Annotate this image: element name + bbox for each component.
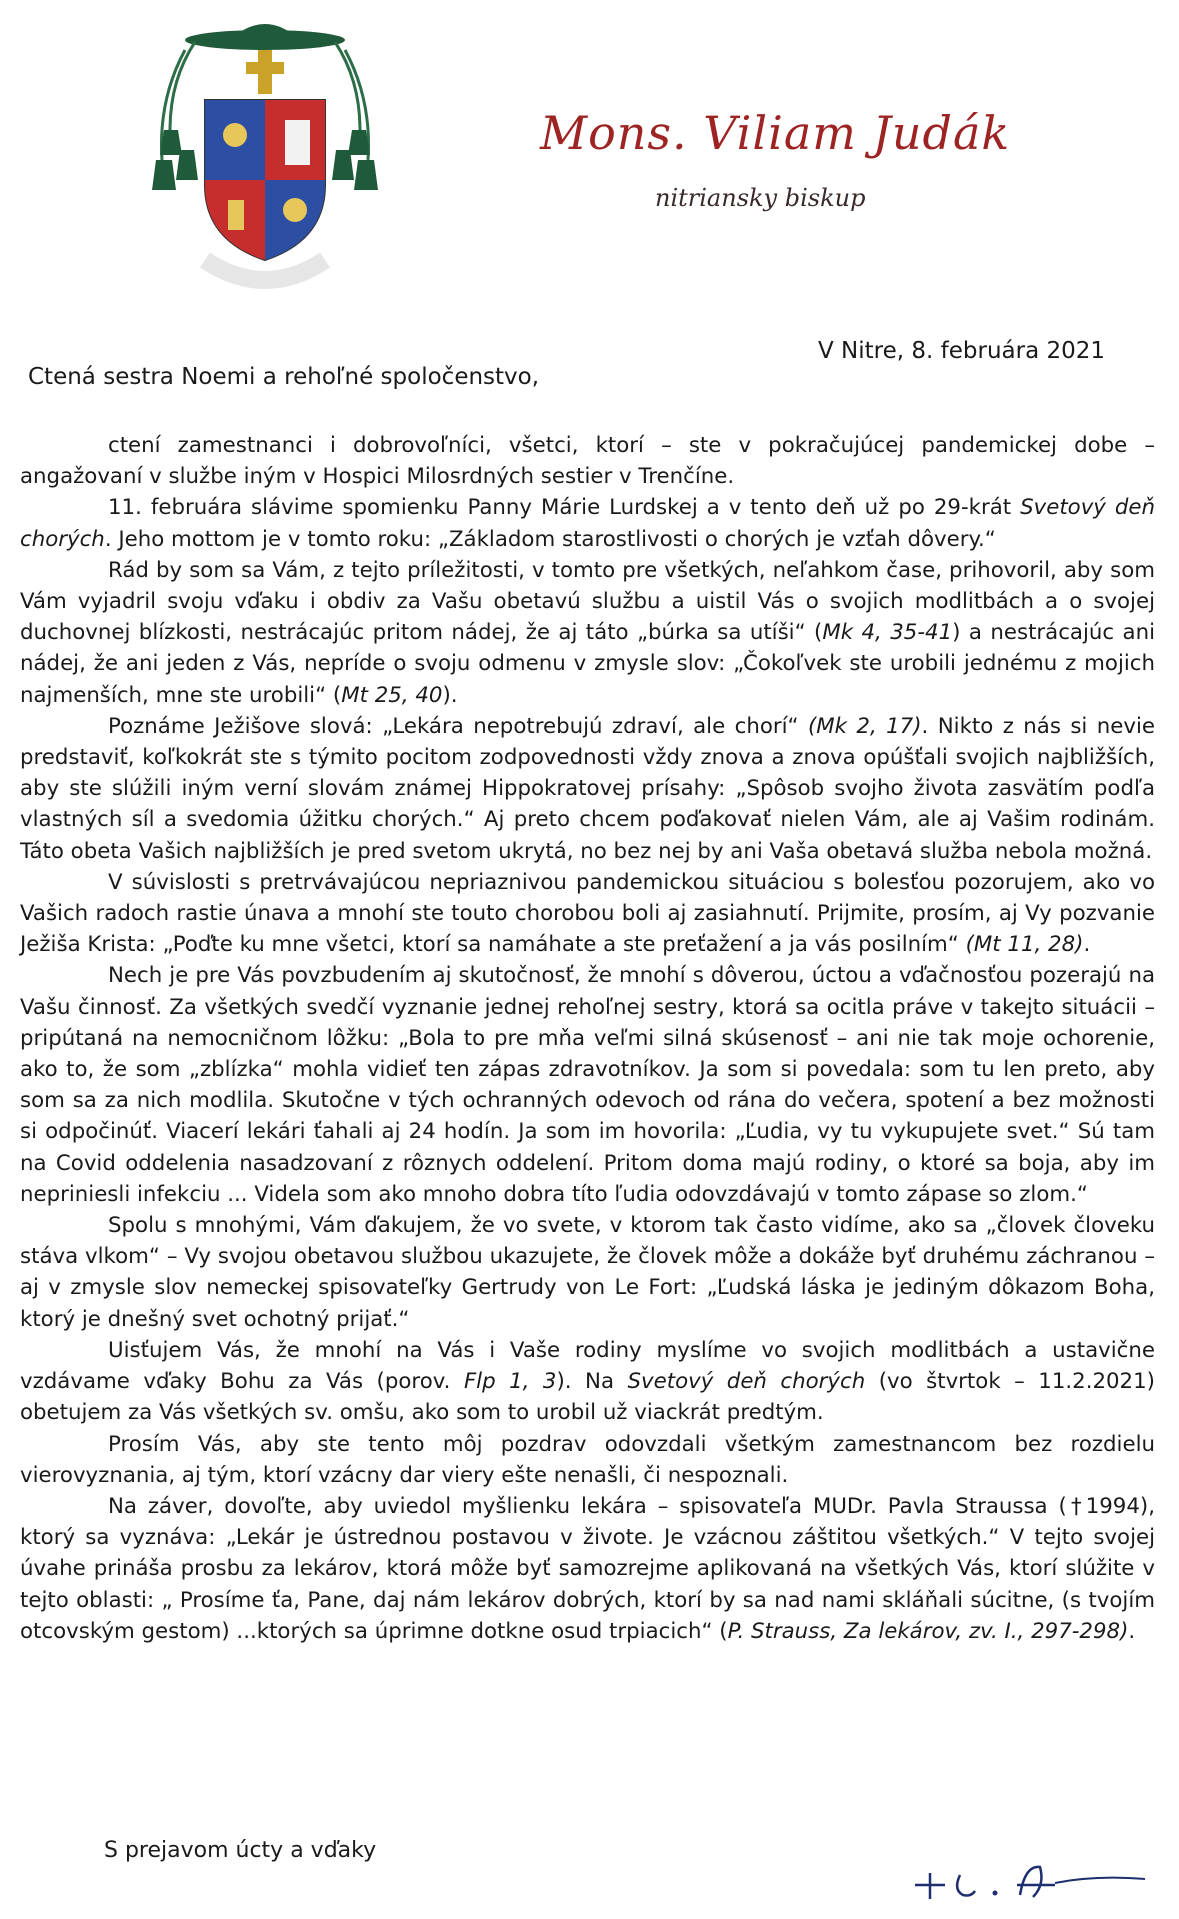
signature <box>905 1855 1155 1910</box>
paragraph-text: Uisťujem Vás, že mnohí na Vás i Vaše rodiny myslíme vo svojich modlitbách a ustavične vzdávame vďaky Bohu za Vás (porov. <box>20 1337 1155 1395</box>
paragraph-text: ). Na <box>556 1369 628 1395</box>
handwritten-signature-icon <box>905 1855 1155 1910</box>
paragraph-text: . <box>1083 932 1091 958</box>
letter-paragraph <box>20 492 1155 554</box>
letter-paragraph <box>20 867 1155 961</box>
letter-paragraph <box>20 555 1155 711</box>
paragraph-text: 11. februára slávime spomienku Panny Márie Lurdskej a v tento deň už po 29-krát <box>108 495 1021 521</box>
paragraph-text: ctení zamestnanci i dobrovoľníci, všetci, ktorí – ste v pokračujúcej pandemickej dobe – angažovaní v službe iným v Hospici Milosrdných sestier v Trenčíne. <box>20 433 1155 490</box>
paragraph-text: . <box>1128 1618 1136 1644</box>
italic-reference: (Mk 2, 17) <box>807 713 922 739</box>
paragraph-text: . Jeho mottom je v tomto roku: „Základom starostlivosti o chorých je vzťah dôvery.“ <box>104 526 996 552</box>
author-title: nitriansky biskup <box>655 184 866 212</box>
italic-reference: Flp 1, 3 <box>463 1369 557 1395</box>
italic-reference: Mt 25, 40 <box>341 682 443 708</box>
salutation: Ctená sestra Noemi a rehoľné spoločenstvo, <box>28 364 540 390</box>
letter-paragraph <box>20 1491 1155 1647</box>
italic-reference: Svetový deň chorých <box>627 1369 866 1395</box>
italic-reference: Mk 4, 35-41 <box>822 620 953 646</box>
letter-paragraph <box>20 1429 1155 1491</box>
letter-paragraph <box>20 1210 1155 1335</box>
paragraph-text: (vo štvrtok – 11.2.2021) obetujem za Vás všetkých sv. omšu, ako som to urobil už viackrát predtým. <box>20 1369 1155 1426</box>
closing-line: S prejavom úcty a vďaky <box>104 1838 377 1863</box>
paragraph-text: . Nikto z nás si nevie predstaviť, koľkokrát ste s týmito pocitom zodpovednosti vždy znova a znova opúšťali svojich najbližších, aby ste slúžili iným verní slovám známej Hippokratovej prísahy: „Spôsob svojho života zasvätím podľa vlastných síl a svedomia úžitku chorých.“ Aj preto chcem poďakovať nielen Vám, ale aj Vašim rodinám. Táto obeta Vašich najbližších je pred svetom ukrytá, no bez nej by ani Vaša obetavá služba nebola možná. <box>20 713 1155 864</box>
paragraph-text: Nech je pre Vás povzbudením aj skutočnosť, že mnohí s dôverou, úctou a vďačnosťou pozerajú na Vašu činnosť. Za všetkých svedčí vyznanie jednej rehoľnej sestry, ktorá sa ocitla práve v takejto situácii – pripútaná na nemocničnom lôžku: „Bola to pre mňa veľmi silná skúsenosť – ani nie tak moje ochorenie, ako to, že som „zblízka“ mohla vidieť ten zápas zdravotníkov. Ja som si povedala: som tu len preto, aby som sa za nich modlila. Skutočne v tých ochranných odevoch od rána do večera, spotení a bez možnosti si odpočinúť. Viacerí lekári ťahali aj 24 hodín. Ja som im hovorila: „Ľudia, vy tu vykupujete svet.“ Sú tam na Covid oddelenia nasadzovaní z rôznych oddelení. Pritom doma majú rodiny, o ktoré sa boja, aby im nepriniesli infekciu ... Videla som ako mnoho dobra títo ľudia odovzdávajú v tomto zápase so zlom.“ <box>20 963 1155 1207</box>
letter-paragraph <box>20 1335 1155 1429</box>
paragraph-text: Prosím Vás, aby ste tento môj pozdrav odovzdali všetkým zamestnancom bez rozdielu vierovyznania, aj tým, ktorí vzácny dar viery ešte nenašli, či nespoznali. <box>20 1431 1155 1488</box>
letter-body <box>20 430 1155 1647</box>
paragraph-text: Na záver, dovoľte, aby uviedol myšlienku lekára – spisovateľa MUDr. Pavla Straussa (†1994), ktorý sa vyznáva: „Lekár je ústrednou postavou v živote. Je vzácnou záštitou všetkých.“ V tejto svojej úvahe prináša prosbu za lekárov, ktorá môže byť samozrejme aplikovaná na všetkých Vás, ktorí slúžite v tejto oblasti: „ Prosíme ťa, Pane, daj nám lekárov dobrých, ktorí by sa nad nami skláňali súcitne, (s tvojím otcovským gestom) ...ktorých sa úprimne dotkne osud trpiacich“ ( <box>20 1493 1155 1644</box>
coat-of-arms-icon <box>150 10 380 310</box>
letter-paragraph <box>20 430 1155 492</box>
date-line: V Nitre, 8. februára 2021 <box>818 338 1106 364</box>
coat-of-arms-emblem <box>150 10 380 310</box>
italic-reference: (Mt 11, 28) <box>965 932 1084 958</box>
paragraph-text: ) a nestrácajúc ani nádej, že ani jeden z Vás, nepríde o svoju odmenu v zmysle slov: „Čokoľvek ste urobili jednému z mojich najmenších, mne ste urobili“ ( <box>20 620 1156 708</box>
paragraph-text: Rád by som sa Vám, z tejto príležitosti, v tomto pre všetkých, neľahkom čase, prihovoril, aby som Vám vyjadril svoju vďaku i obdiv za Vašu obetavú službu a uistil Vás o svojich modlitbách a o svojej duchovnej blízkosti, nestrácajúc pritom nádej, že aj táto „búrka sa utíši“ ( <box>20 557 1155 646</box>
letterhead-author <box>540 106 1040 212</box>
letter-paragraph <box>20 960 1155 1210</box>
paragraph-text: Poznáme Ježišove slová: „Lekára nepotrebujú zdraví, ale chorí“ <box>108 713 808 739</box>
paragraph-text: V súvislosti s pretrvávajúcou nepriaznivou pandemickou situáciou s bolesťou pozorujem, ako vo Vašich radoch rastie únava a mnohí ste touto chorobou boli aj zasiahnutí. Prijmite, prosím, aj Vy pozvanie Ježiša Krista: „Poďte ku mne všetci, ktorí sa namáhate a ste preťažení a ja vás posilním“ <box>20 869 1155 958</box>
paragraph-text: Spolu s mnohými, Vám ďakujem, že vo svete, v ktorom tak často vidíme, ako sa „človek človeku stáva vlkom“ – Vy svojou obetavou službou ukazujete, že človek môže a dokáže byť druhému záchranou – aj v zmysle slov nemeckej spisovateľky Gertrudy von Le Fort: „Ľudská láska je jediným dôkazom Boha, ktorý je dnešný svet ochotný prijať.“ <box>20 1213 1155 1332</box>
author-name: Mons. Viliam Judák <box>540 106 1011 160</box>
letter-paragraph <box>20 711 1155 867</box>
italic-reference: P. Strauss, Za lekárov, zv. I., 297-298) <box>727 1618 1129 1644</box>
paragraph-text: ). <box>442 682 458 708</box>
italic-reference: Svetový deň chorých <box>20 495 1155 552</box>
